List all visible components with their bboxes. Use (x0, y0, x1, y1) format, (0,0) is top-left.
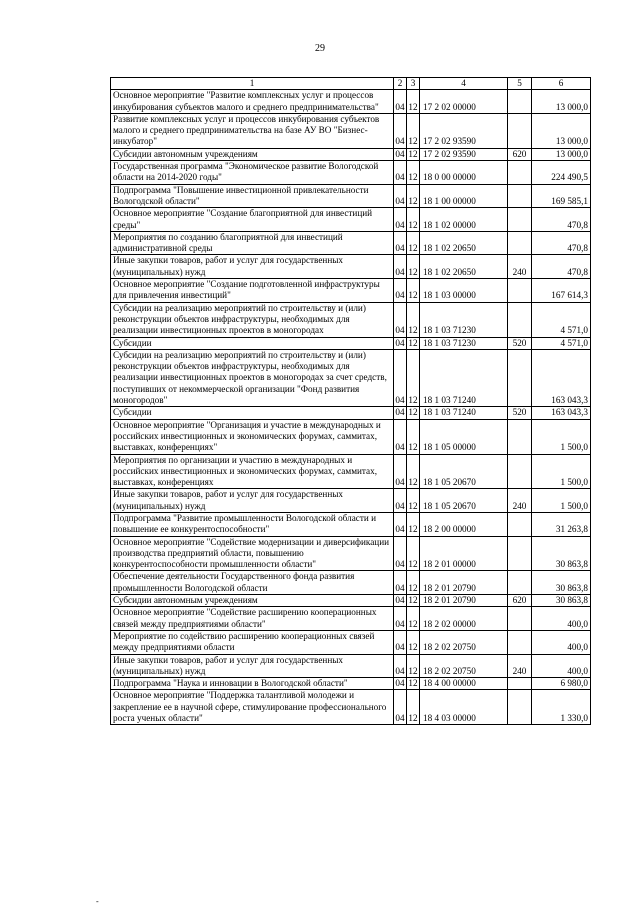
row-expense-type-cell (508, 90, 532, 114)
row-section-cell: 04 (394, 536, 407, 571)
row-section-cell: 04 (394, 113, 407, 148)
row-name-cell: Основное мероприятие "Создание подготовленной инфраструктуры для привлечения инвестиций" (111, 279, 394, 303)
row-target-article-cell: 18 1 03 71230 (420, 337, 508, 349)
row-expense-type-cell (508, 536, 532, 571)
row-amount-cell: 6 980,0 (532, 678, 591, 690)
row-expense-type-cell: 240 (508, 489, 532, 513)
row-amount-cell: 4 571,0 (532, 302, 591, 337)
row-name-cell: Иные закупки товаров, работ и услуг для государственных (муниципальных) нужд (111, 255, 394, 279)
row-expense-type-cell (508, 231, 532, 255)
row-expense-type-cell (508, 678, 532, 690)
row-expense-type-cell (508, 184, 532, 208)
row-amount-cell: 1 500,0 (532, 454, 591, 489)
row-name-cell: Основное мероприятие "Организация и участие в международных и российских инвестиционных и экономических форумах, саммитах, выставках, конференциях" (111, 419, 394, 454)
row-section-cell: 04 (395, 595, 405, 606)
page-number: 29 (315, 43, 325, 54)
row-name-cell: Основное мероприятие "Содействие модернизации и диверсификации производства предприятий области, повышению конкурентоспособности промышленности области" (111, 536, 394, 571)
row-amount-cell: 31 263,8 (532, 512, 591, 536)
table-row (111, 279, 591, 303)
row-expense-type-cell: 620 (508, 595, 532, 607)
row-subsection-cell: 12 (407, 349, 420, 406)
row-expense-type-cell: 520 (508, 337, 532, 349)
row-subsection-cell: 12 (407, 231, 420, 255)
row-target-article-cell: 18 1 05 20670 (420, 489, 508, 513)
row-subsection-cell: 12 (407, 161, 420, 185)
row-target-article-cell: 18 2 02 00000 (420, 607, 508, 631)
row-name-cell: Субсидии на реализацию мероприятий по строительству и (или) реконструкции объектов инфраструктуры, необходимых для реализации инвестиционных проектов в моногородах за счет средств, поступивших от некоммерческой организации "Фонд развития моногородов" (111, 349, 394, 406)
row-expense-type-cell: 620 (508, 148, 532, 160)
row-amount-cell: 169 585,1 (532, 184, 591, 208)
row-section-cell: 04 (394, 419, 407, 454)
row-target-article-cell: 18 1 02 20650 (420, 255, 508, 279)
table-row (111, 489, 591, 513)
table-row (111, 407, 591, 419)
row-name-cell: Субсидии (111, 337, 394, 349)
row-name-cell: Подпрограмма "Повышение инвестиционной привлекательности Вологодской области" (111, 184, 394, 208)
row-amount-cell: 13 000,0 (532, 113, 591, 148)
row-expense-type-cell (508, 302, 532, 337)
row-name-cell: Основное мероприятие "Развитие комплексных услуг и процессов инкубирования субъектов малого и среднего предпринимательства" (111, 90, 394, 114)
row-amount-cell: 1 500,0 (532, 489, 591, 513)
table-row (111, 595, 591, 607)
header-cell: 6 (532, 78, 591, 90)
row-subsection-cell: 12 (407, 255, 420, 279)
row-section-cell: 04 (394, 512, 407, 536)
row-expense-type-cell (508, 419, 532, 454)
row-amount-cell: 470,8 (532, 208, 591, 232)
row-subsection-cell: 12 (407, 302, 420, 337)
row-target-article-cell: 18 2 00 00000 (420, 512, 508, 536)
table-row (111, 231, 591, 255)
row-name-cell: Государственная программа "Экономическое развитие Вологодской области на 2014-2020 годы" (111, 161, 394, 185)
table-row (111, 454, 591, 489)
table-row (111, 678, 591, 690)
row-amount-cell: 13 000,0 (532, 90, 591, 114)
row-target-article-cell: 18 4 00 00000 (420, 678, 508, 690)
row-expense-type-cell (508, 630, 532, 654)
row-section-cell: 04 (394, 489, 407, 513)
table-row (111, 419, 591, 454)
row-target-article-cell: 18 1 02 20650 (420, 231, 508, 255)
row-expense-type-cell (508, 279, 532, 303)
row-name-cell: Основное мероприятие "Поддержка талантливой молодежи и закрепление ее в научной сфере, стимулирование профессионального роста ученых области" (111, 690, 394, 725)
row-expense-type-cell (508, 571, 532, 595)
table-header-row (111, 78, 591, 90)
row-name-cell: Субсидии автономным учреждениям (111, 148, 394, 160)
row-amount-cell: 400,0 (532, 607, 591, 631)
row-section-cell: 04 (394, 630, 407, 654)
row-subsection-cell: 12 (407, 454, 420, 489)
row-amount-cell: 30 863,8 (532, 571, 591, 595)
row-expense-type-cell (508, 454, 532, 489)
row-target-article-cell: 18 1 00 00000 (420, 184, 508, 208)
row-name-cell: Основное мероприятие "Содействие расширению кооперационных связей между предприятиями области" (111, 607, 394, 631)
row-section-cell: 04 (395, 678, 405, 689)
row-section-cell: 04 (394, 349, 407, 406)
row-name-cell: Субсидии автономным учреждениям (111, 595, 394, 607)
row-name-cell: Иные закупки товаров, работ и услуг для государственных (муниципальных) нужд (111, 654, 394, 678)
row-expense-type-cell: 240 (508, 255, 532, 279)
row-section-cell: 04 (394, 161, 407, 185)
row-expense-type-cell (508, 208, 532, 232)
row-target-article-cell: 18 2 01 20790 (420, 571, 508, 595)
row-section-cell: 04 (394, 208, 407, 232)
row-section-cell: 04 (394, 184, 407, 208)
table-row (111, 255, 591, 279)
row-name-cell: Основное мероприятие "Создание благоприятной для инвестиций среды" (111, 208, 394, 232)
table-row (111, 607, 591, 631)
row-amount-cell: 400,0 (532, 654, 591, 678)
row-amount-cell: 470,8 (532, 255, 591, 279)
row-name-cell: Мероприятия по созданию благоприятной для инвестиций административной среды (111, 231, 394, 255)
row-target-article-cell: 18 1 03 71230 (420, 302, 508, 337)
row-name-cell: Иные закупки товаров, работ и услуг для государственных (муниципальных) нужд (111, 489, 394, 513)
row-amount-cell: 1 500,0 (532, 419, 591, 454)
row-expense-type-cell: 520 (508, 407, 532, 419)
row-expense-type-cell (508, 113, 532, 148)
row-name-cell: Подпрограмма "Наука и инновации в Вологодской области" (111, 678, 394, 690)
row-section-cell: 04 (395, 407, 405, 418)
row-name-cell: Мероприятие по содействию расширению кооперационных связей между предприятиями области (111, 630, 394, 654)
header-cell: 1 (111, 78, 394, 90)
table-row (111, 690, 591, 725)
page-mark: - (96, 897, 99, 906)
row-target-article-cell: 18 1 02 00000 (420, 208, 508, 232)
header-cell: 4 (420, 78, 508, 90)
table-row (111, 536, 591, 571)
table-row (111, 654, 591, 678)
row-subsection-cell: 12 (408, 678, 418, 689)
header-cell: 5 (508, 78, 532, 90)
table-row (111, 302, 591, 337)
table-row (111, 630, 591, 654)
table-row (111, 113, 591, 148)
row-target-article-cell: 18 1 03 00000 (420, 279, 508, 303)
row-expense-type-cell (508, 607, 532, 631)
row-amount-cell: 163 043,3 (532, 407, 591, 419)
budget-table (110, 77, 591, 725)
row-subsection-cell: 12 (407, 184, 420, 208)
row-amount-cell: 470,8 (532, 231, 591, 255)
row-target-article-cell: 18 2 02 20750 (420, 630, 508, 654)
row-name-cell: Мероприятия по организации и участию в международных и российских инвестиционных и экономических форумах, саммитах, выставках, конференциях (111, 454, 394, 489)
row-expense-type-cell (508, 512, 532, 536)
row-subsection-cell: 12 (408, 407, 418, 418)
row-subsection-cell: 12 (408, 148, 418, 159)
row-subsection-cell: 12 (407, 654, 420, 678)
table-row (111, 337, 591, 349)
table-row (111, 571, 591, 595)
header-cell: 2 (394, 78, 407, 90)
row-target-article-cell: 18 1 03 71240 (420, 407, 508, 419)
table-row (111, 148, 591, 160)
row-target-article-cell: 18 4 03 00000 (420, 690, 508, 725)
row-amount-cell: 30 863,8 (532, 536, 591, 571)
table-row (111, 90, 591, 114)
row-name-cell: Развитие комплексных услуг и процессов инкубирования субъектов малого и среднего предпринимательства на базе АУ ВО "Бизнес-инкубатор" (111, 113, 394, 148)
row-amount-cell: 30 863,8 (532, 595, 591, 607)
row-target-article-cell: 18 2 01 00000 (420, 536, 508, 571)
table-row (111, 184, 591, 208)
row-subsection-cell: 12 (407, 512, 420, 536)
row-amount-cell: 13 000,0 (532, 148, 591, 160)
row-subsection-cell: 12 (407, 607, 420, 631)
row-target-article-cell: 18 1 03 71240 (420, 349, 508, 406)
row-section-cell: 04 (394, 690, 407, 725)
row-subsection-cell: 12 (407, 279, 420, 303)
table-row (111, 208, 591, 232)
row-section-cell: 04 (394, 255, 407, 279)
row-target-article-cell: 18 2 01 20790 (420, 595, 508, 607)
row-expense-type-cell: 240 (508, 654, 532, 678)
row-amount-cell: 224 490,5 (532, 161, 591, 185)
row-subsection-cell: 12 (407, 419, 420, 454)
row-expense-type-cell (508, 690, 532, 725)
header-cell: 3 (407, 78, 420, 90)
table-row (111, 349, 591, 406)
row-subsection-cell: 12 (407, 571, 420, 595)
row-amount-cell: 167 614,3 (532, 279, 591, 303)
table-row (111, 161, 591, 185)
row-section-cell: 04 (395, 337, 405, 348)
row-subsection-cell: 12 (407, 690, 420, 725)
row-subsection-cell: 12 (407, 90, 420, 114)
row-amount-cell: 1 330,0 (532, 690, 591, 725)
row-target-article-cell: 18 2 02 20750 (420, 654, 508, 678)
row-section-cell: 04 (394, 231, 407, 255)
row-target-article-cell: 18 1 05 00000 (420, 419, 508, 454)
row-section-cell: 04 (394, 454, 407, 489)
row-amount-cell: 400,0 (532, 630, 591, 654)
row-subsection-cell: 12 (407, 208, 420, 232)
row-subsection-cell: 12 (407, 630, 420, 654)
row-section-cell: 04 (394, 279, 407, 303)
row-subsection-cell: 12 (407, 113, 420, 148)
row-section-cell: 04 (394, 654, 407, 678)
row-section-cell: 04 (394, 90, 407, 114)
row-expense-type-cell (508, 349, 532, 406)
row-section-cell: 04 (394, 571, 407, 595)
row-subsection-cell: 12 (407, 536, 420, 571)
row-section-cell: 04 (395, 148, 405, 159)
row-name-cell: Субсидии на реализацию мероприятий по строительству и (или) реконструкции объектов инфраструктуры, необходимых для реализации инвестиционных проектов в моногородах (111, 302, 394, 337)
row-expense-type-cell (508, 161, 532, 185)
row-target-article-cell: 17 2 02 00000 (420, 90, 508, 114)
row-target-article-cell: 17 2 02 93590 (420, 148, 508, 160)
row-name-cell: Обеспечение деятельности Государственного фонда развития промышленности Вологодской области (111, 571, 394, 595)
row-amount-cell: 4 571,0 (532, 337, 591, 349)
row-amount-cell: 163 043,3 (532, 349, 591, 406)
row-subsection-cell: 12 (407, 489, 420, 513)
row-target-article-cell: 18 0 00 00000 (420, 161, 508, 185)
row-name-cell: Субсидии (111, 407, 394, 419)
row-target-article-cell: 17 2 02 93590 (420, 113, 508, 148)
row-section-cell: 04 (394, 607, 407, 631)
row-subsection-cell: 12 (408, 337, 418, 348)
row-subsection-cell: 12 (408, 595, 418, 606)
row-target-article-cell: 18 1 05 20670 (420, 454, 508, 489)
table-row (111, 512, 591, 536)
row-name-cell: Подпрограмма "Развитие промышленности Вологодской области и повышение ее конкурентоспособности" (111, 512, 394, 536)
row-section-cell: 04 (394, 302, 407, 337)
